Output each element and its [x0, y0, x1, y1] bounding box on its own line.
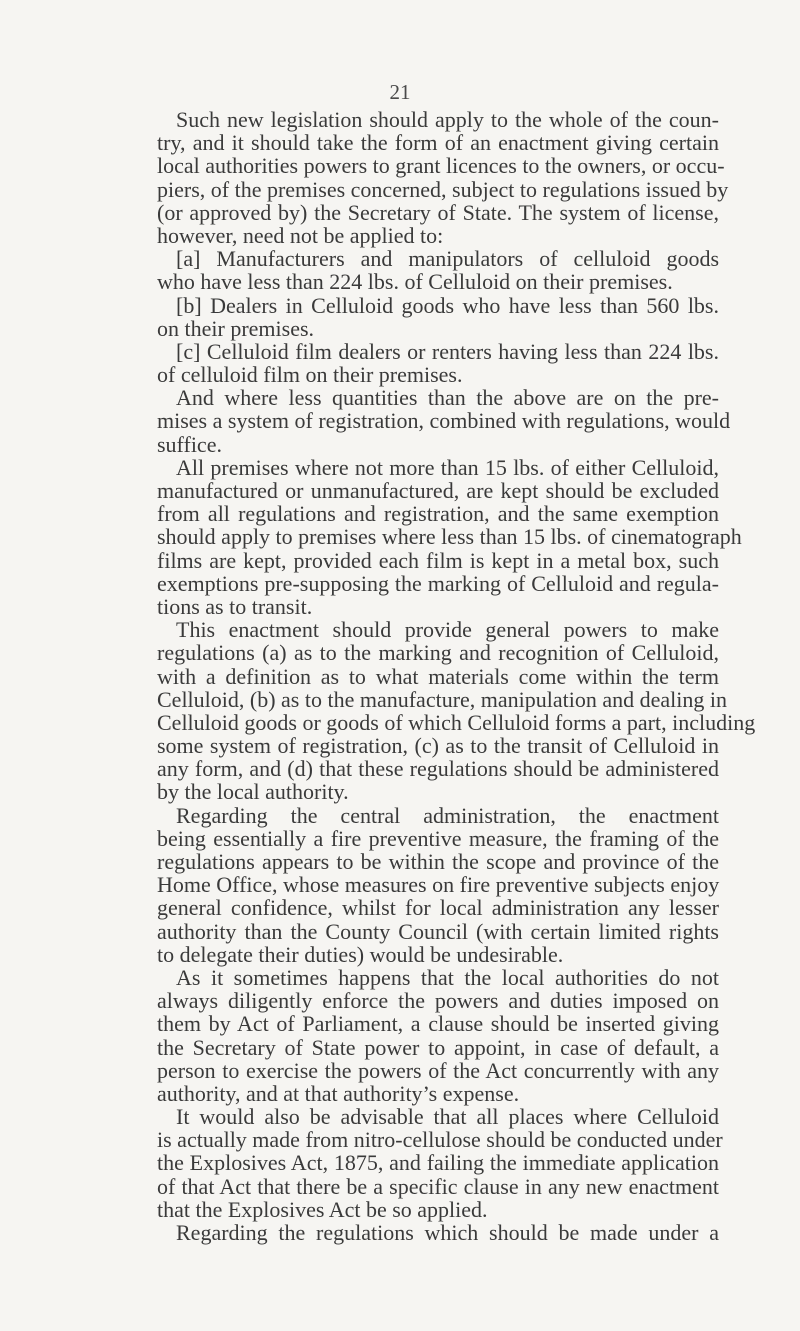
text-line: person to exercise the powers of the Act concurrently with any — [157, 1057, 719, 1083]
text-line: exemptions pre-supposing the marking of Celluloid and regula- — [157, 570, 719, 596]
text-line: Such new legislation should apply to the whole of the coun- — [176, 107, 719, 132]
text-line: being essentially a fire preventive measure, the framing of the — [157, 825, 719, 851]
text-line: Celluloid goods or goods of which Celluloid forms a part, including — [157, 709, 756, 735]
text-line: And where less quantities than the above are on the pre- — [176, 385, 719, 411]
text-line: It would also be advisable that all places where Celluloid — [176, 1104, 719, 1130]
text-line: authority than the County Council (with certain limited rights — [157, 918, 719, 944]
text-line: with a definition as to what materials come within the term — [157, 663, 719, 689]
text-line: local authorities powers to grant licences to the owners, or occu- — [157, 153, 725, 179]
text-line: All premises where not more than 15 lbs. of either Celluloid, — [176, 454, 719, 480]
text-line: piers, of the premises concerned, subject to regulations issued by — [157, 176, 729, 202]
text-line: that the Explosives Act be so applied. — [157, 1196, 488, 1222]
text-line: (or approved by) the Secretary of State. The system of license, — [157, 199, 719, 225]
text-line: always diligently enforce the powers and duties imposed on — [157, 988, 719, 1014]
text-line: Regarding the regulations which should be made under a — [176, 1220, 719, 1245]
text-line: however, need not be applied to: — [157, 222, 444, 248]
text-line: general confidence, whilst for local administration any lesser — [157, 895, 719, 921]
text-line: [a] Manufacturers and manipulators of celluloid goods — [176, 246, 719, 272]
text-line: to delegate their duties) would be undesirable. — [157, 941, 564, 967]
text-line: the Explosives Act, 1875, and failing the immediate application — [157, 1150, 719, 1176]
body-text — [0, 108, 800, 1244]
text-line: some system of registration, (c) as to the transit of Celluloid in — [157, 733, 719, 759]
text-line: authority, and at that authority’s expense. — [157, 1080, 520, 1106]
text-line: from all regulations and registration, and the same exemption — [157, 501, 719, 527]
text-line: any form, and (d) that these regulations should be administered — [157, 756, 719, 782]
text-line: the Secretary of State power to appoint, in case of default, a — [157, 1034, 719, 1060]
text-line: As it sometimes happens that the local authorities do not — [176, 964, 719, 990]
text-line: Home Office, whose measures on fire preventive subjects enjoy — [157, 872, 720, 898]
text-line: [b] Dealers in Celluloid goods who have less than 560 lbs. — [176, 292, 719, 318]
text-line: mises a system of registration, combined with regulations, would — [157, 408, 731, 434]
text-line: of celluloid film on their premises. — [157, 362, 463, 388]
text-line: on their premises. — [157, 315, 315, 341]
text-line: should apply to premises where less than 15 lbs. of cinematograph — [157, 524, 742, 550]
text-line: tions as to transit. — [157, 593, 313, 619]
text-line: by the local authority. — [157, 779, 349, 805]
text-line: who have less than 224 lbs. of Celluloid on their premises. — [157, 269, 673, 295]
text-line: films are kept, provided each film is kept in a metal box, such — [157, 547, 719, 573]
page-number: 21 — [389, 80, 411, 104]
text-line: regulations (a) as to the marking and recognition of Celluloid, — [157, 640, 719, 666]
text-line: [c] Celluloid film dealers or renters having less than 224 lbs. — [176, 338, 719, 364]
text-line: of that Act that there be a specific clause in any new enactment — [157, 1173, 719, 1199]
text-line: regulations appears to be within the scope and province of the — [157, 849, 719, 874]
text-line: manufactured or unmanufactured, are kept should be excluded — [157, 478, 719, 503]
text-line: try, and it should take the form of an enactment giving certain — [157, 130, 719, 156]
text-line: them by Act of Parliament, a clause should be inserted giving — [157, 1011, 719, 1037]
text-line: Celluloid, (b) as to the manufacture, manipulation and dealing in — [157, 686, 728, 712]
text-line: suffice. — [157, 431, 222, 457]
text-line: Regarding the central administration, the enactment — [176, 802, 719, 828]
text-line: is actually made from nitro-cellulose should be conducted under — [157, 1127, 723, 1153]
text-line: This enactment should provide general powers to make — [176, 617, 719, 643]
